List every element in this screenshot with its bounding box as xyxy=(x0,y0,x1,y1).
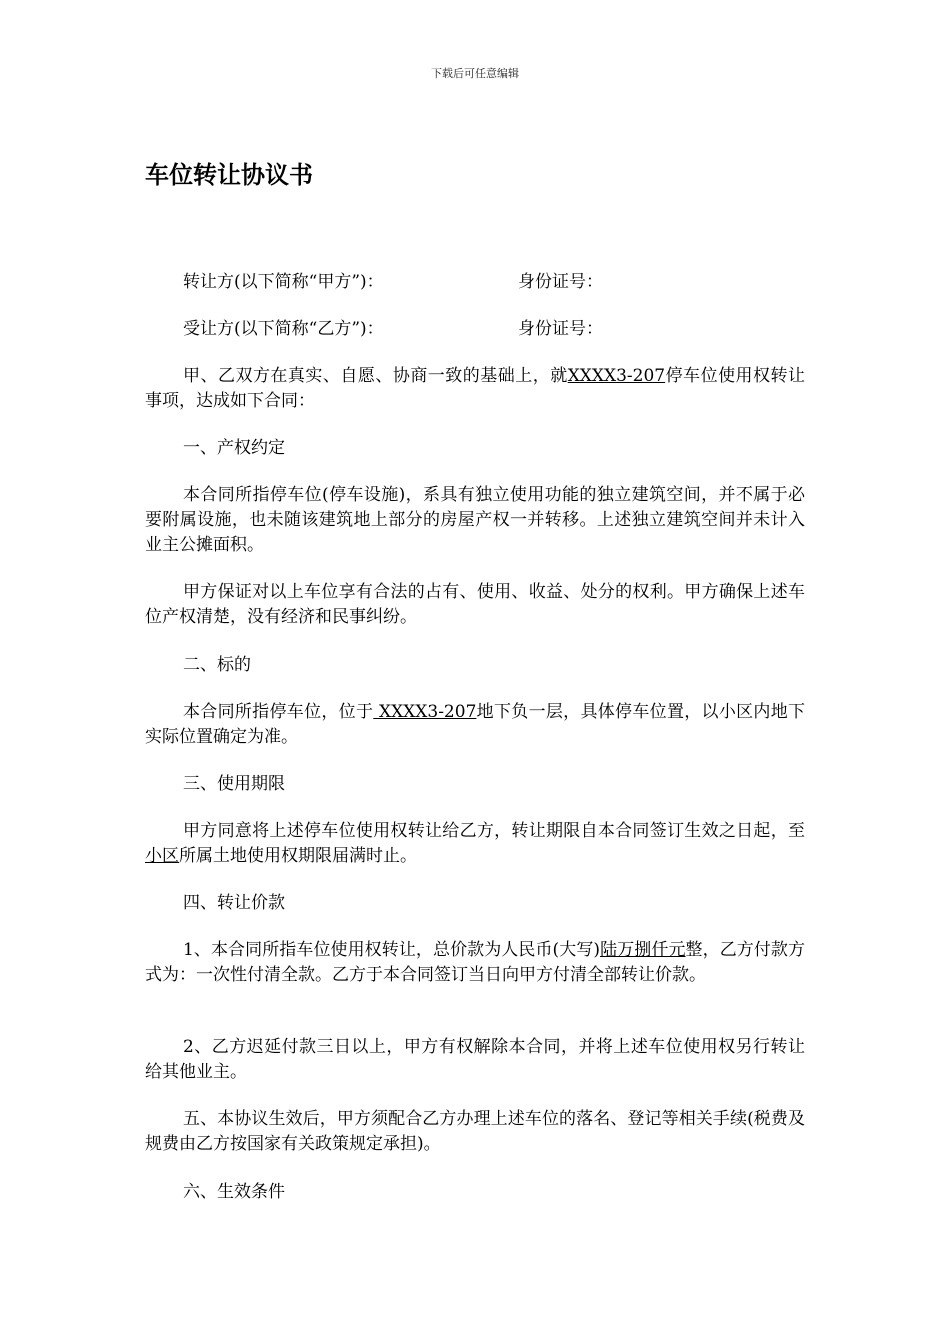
party-b-label: 受让方(以下简称“乙方”)： xyxy=(183,319,384,339)
section-2-parking-spot: XXXX3-207 xyxy=(373,702,477,722)
section-6-heading: 六、生效条件 xyxy=(183,1182,285,1202)
document-title: 车位转让协议书 xyxy=(145,161,313,189)
section-3-text-start: 甲方同意将上述停车位使用权转让给乙方，转让期限自本合同签订生效之日起，至 xyxy=(183,821,805,841)
section-3-paragraph xyxy=(145,819,805,869)
section-2-text-end: 地下负一层，具体停车位置，以小区内地下实际位置确定为准。 xyxy=(145,702,806,747)
section-4-heading: 四、转让价款 xyxy=(183,893,285,913)
section-1-paragraph-2: 甲方保证对以上车位享有合法的占有、使用、收益、处分的权利。甲方确保上述车位产权清楚，没有经济和民事纠纷。 xyxy=(145,582,805,627)
section-1-paragraph-1: 本合同所指停车位(停车设施)，系具有独立使用功能的独立建筑空间，并不属于必要附属设施，也未随该建筑地上部分的房屋产权一并转移。上述独立建筑空间并未计入业主公摊面积。 xyxy=(145,485,805,555)
party-a-id-label: 身份证号： xyxy=(518,272,603,292)
party-b-line xyxy=(183,317,603,341)
section-1-heading: 一、产权约定 xyxy=(183,438,285,458)
party-a-line xyxy=(183,270,603,294)
section-2-text-start: 本合同所指停车位，位于 xyxy=(183,702,374,722)
party-b-id-label: 身份证号： xyxy=(518,319,603,339)
section-4-p1-end: 整，乙方付款方式为：一次性付清全款。乙方于本合同签订当日向甲方付清全部转让价款。 xyxy=(145,940,806,985)
intro-paragraph xyxy=(145,364,805,414)
party-a-label: 转让方(以下简称“甲方”)： xyxy=(183,272,384,292)
section-4-paragraph-2: 2、乙方迟延付款三日以上，甲方有权解除本合同，并将上述车位使用权另行转让给其他业主。 xyxy=(145,1037,805,1082)
section-2-paragraph xyxy=(145,700,805,750)
section-3-community: 小区 xyxy=(145,846,179,866)
section-3-heading: 三、使用期限 xyxy=(183,774,285,794)
section-5-paragraph: 五、本协议生效后，甲方须配合乙方办理上述车位的落名、登记等相关手续(税费及规费由乙方按国家有关政策规定承担)。 xyxy=(145,1109,805,1154)
section-2-heading: 二、标的 xyxy=(183,655,251,675)
intro-parking-spot: XXXX3-207 xyxy=(567,366,666,386)
section-4-paragraph-1 xyxy=(145,938,805,988)
section-4-p1-start: 1、本合同所指车位使用权转让，总价款为人民币(大写) xyxy=(183,940,601,960)
price-amount: 陆万捌仟元 xyxy=(600,940,686,960)
intro-text-end: 停车位使用权转让事项，达成如下合同： xyxy=(145,366,806,411)
intro-text-start: 甲、乙双方在真实、自愿、协商一致的基础上，就 xyxy=(183,366,568,386)
header-note: 下载后可任意编辑 xyxy=(431,67,519,80)
section-3-text-end: 所属土地使用权期限届满时止。 xyxy=(179,846,417,866)
